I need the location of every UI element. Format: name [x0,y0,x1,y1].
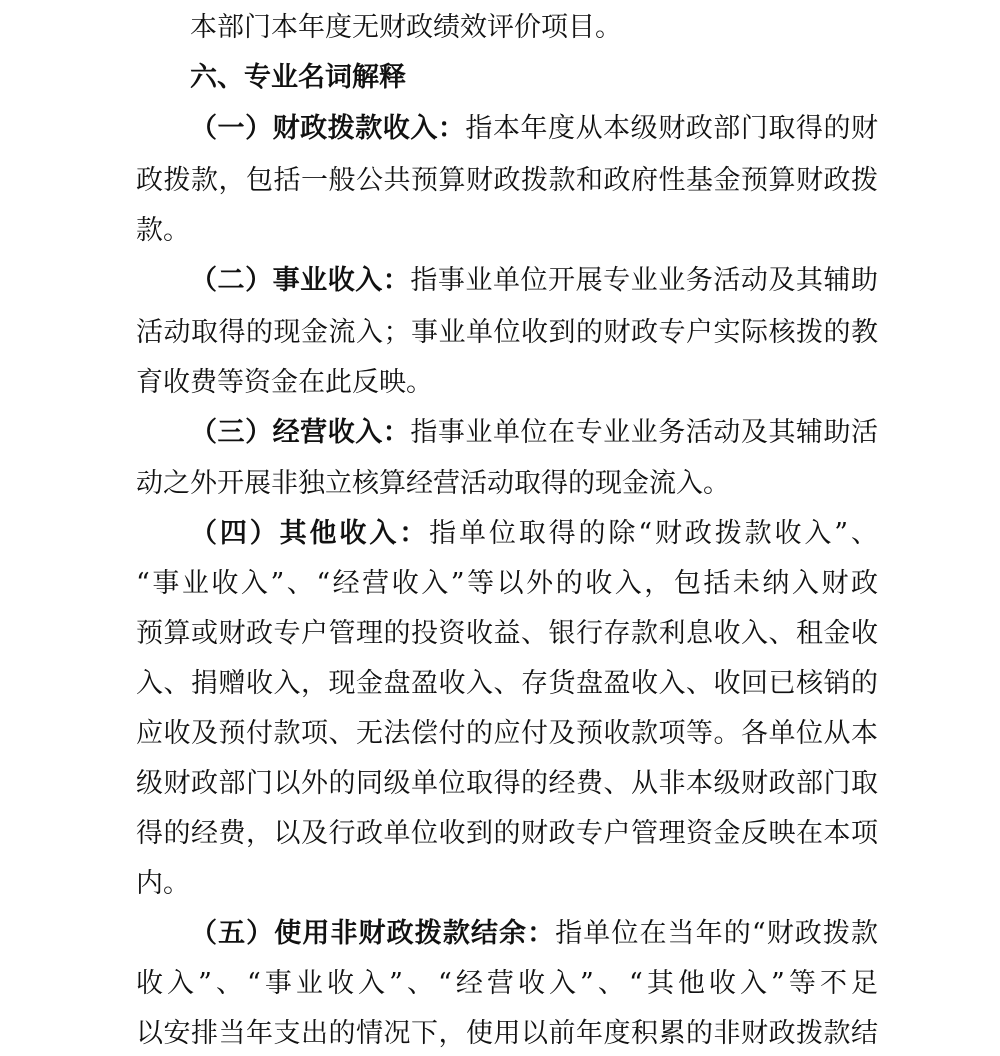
item-5-first-line [190,908,878,960]
item-5-term: （五）使用非财政拨款结余： [190,918,556,949]
item-1-line-2: 政拨款，包括一般公共预算财政拨款和政府性基金预算财政拨 [136,165,878,196]
intro-line: 本部门本年度无财政绩效评价项目。 [190,12,622,43]
item-2-line-2: 活动取得的现金流入；事业单位收到的财政专户实际核拨的教 [136,317,878,348]
item-2-line-1: 指事业单位开展专业业务活动及其辅助 [410,265,879,296]
item-1-line-3: 款。 [136,215,190,246]
item-4-line-3: 预算或财政专户管理的投资收益、银行存款利息收入、租金收 [136,618,878,649]
item-2-line-3: 育收费等资金在此反映。 [136,367,433,398]
item-1-term: （一）财政拨款收入： [190,113,466,144]
item-4-line-6: 级财政部门以外的同级单位取得的经费、从非本级财政部门取 [136,768,878,799]
item-5-line-2: 收入”、“事业收入”、“经营收入”、“其他收入”等不足 [136,968,878,999]
item-5-line-3: 以安排当年支出的情况下，使用以前年度积累的非财政拨款结 [136,1018,878,1049]
item-2-term: （二）事业收入： [190,265,411,296]
item-3-line-2: 动之外开展非独立核算经营活动取得的现金流入。 [136,468,730,499]
section-heading: 六、专业名词解释 [190,62,406,93]
item-1-first-line [190,103,878,155]
item-4-line-7: 得的经费，以及行政单位收到的财政专户管理资金反映在本项 [136,818,878,849]
item-4-line-8: 内。 [136,868,190,899]
item-1-line-1: 指本年度从本级财政部门取得的财 [465,113,879,144]
item-3-term: （三）经营收入： [190,417,411,448]
item-5-line-1: 指单位在当年的“财政拨款 [555,918,878,949]
item-4-line-1: 指单位取得的除“财政拨款收入”、 [429,518,878,549]
item-4-term: （四）其他收入： [190,518,430,549]
item-2-first-line [190,255,878,307]
item-3-first-line [190,407,878,459]
item-4-first-line [190,508,878,560]
item-4-line-2: “事业收入”、“经营收入”等以外的收入，包括未纳入财政 [136,568,878,599]
item-3-line-1: 指事业单位在专业业务活动及其辅助活 [410,417,879,448]
item-4-line-4: 入、捐赠收入，现金盘盈收入、存货盘盈收入、收回已核销的 [136,668,878,699]
item-4-line-5: 应收及预付款项、无法偿付的应付及预收款项等。各单位从本 [136,718,878,749]
